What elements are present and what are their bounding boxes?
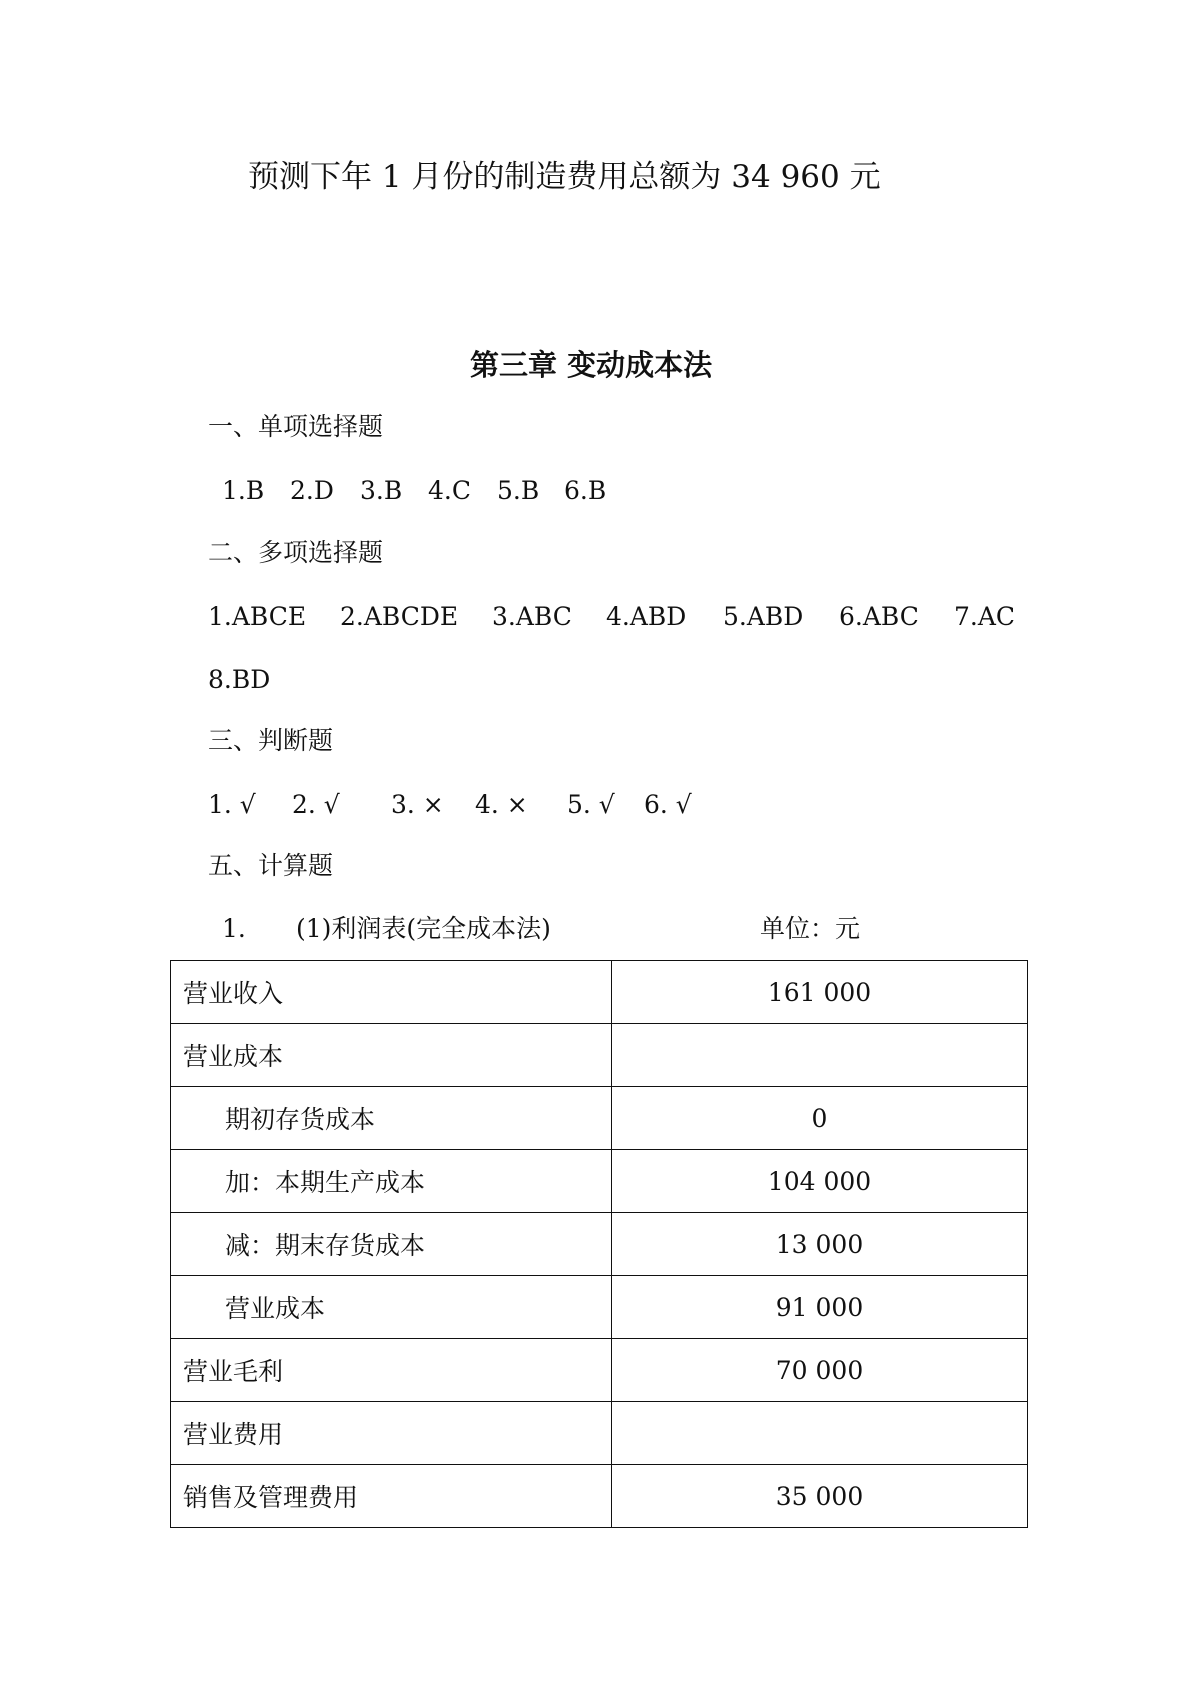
answer-item: 3.ABC [492,602,572,631]
row-value [612,1402,1028,1465]
table-row [171,1213,1028,1276]
answer-item: 1.B [222,476,265,505]
row-label: 营业成本 [171,1276,612,1339]
answer-item: 7.AC [954,602,1016,631]
table-row [171,1402,1028,1465]
section-heading-calculation: 五、计算题 [208,851,334,880]
table-row [171,961,1028,1024]
answer-item: 2.ABCDE [340,602,459,631]
chapter-title: 第三章 变动成本法 [470,348,713,382]
answer-item: 1. √ [208,790,256,819]
row-label: 减：期末存货成本 [171,1213,612,1276]
answer-item: 1.ABCE [208,602,307,631]
answer-item: 2. √ [292,790,340,819]
table-row [171,1150,1028,1213]
answer-item: 4.C [428,476,471,505]
row-value: 35 000 [612,1465,1028,1528]
answer-item: 2.D [290,476,334,505]
unit-label: 单位：元 [760,914,861,943]
problem-number: 1. [222,914,246,943]
table-title: (1)利润表(完全成本法) [296,914,551,943]
table-row [171,1339,1028,1402]
multiple-choice-answers-line1 [208,604,1015,629]
answer-item: 5.ABD [723,602,804,631]
answer-item: 5. √ [567,790,615,819]
answer-item: 4. × [475,790,528,819]
answer-item: 8.BD [208,665,271,694]
answer-item: 5.B [497,476,540,505]
row-label: 营业收入 [171,961,612,1024]
row-label: 销售及管理费用 [171,1465,612,1528]
answer-item: 6.ABC [839,602,919,631]
answer-item: 3. × [391,790,444,819]
income-statement-table [170,960,1028,1528]
row-label: 营业毛利 [171,1339,612,1402]
row-value [612,1024,1028,1087]
multiple-choice-answers-line2 [208,667,270,692]
answer-item: 3.B [360,476,403,505]
single-choice-answers [222,478,606,503]
row-value: 13 000 [612,1213,1028,1276]
table-row [171,1276,1028,1339]
intro-text: 预测下年 1 月份的制造费用总额为 34 960 元 [248,159,881,195]
row-value: 91 000 [612,1276,1028,1339]
row-label: 营业成本 [171,1024,612,1087]
row-label: 期初存货成本 [171,1087,612,1150]
table-row [171,1024,1028,1087]
true-false-answers [208,792,692,817]
answer-item: 6. √ [644,790,692,819]
row-value: 104 000 [612,1150,1028,1213]
table-row [171,1087,1028,1150]
row-value: 70 000 [612,1339,1028,1402]
section-heading-single-choice: 一、单项选择题 [208,412,384,441]
row-label: 营业费用 [171,1402,612,1465]
row-value: 0 [612,1087,1028,1150]
answer-item: 4.ABD [606,602,687,631]
answer-item: 6.B [564,476,607,505]
section-heading-multiple-choice: 二、多项选择题 [208,538,384,567]
row-value: 161 000 [612,961,1028,1024]
row-label: 加：本期生产成本 [171,1150,612,1213]
table-row [171,1465,1028,1528]
section-heading-true-false: 三、判断题 [208,726,334,755]
